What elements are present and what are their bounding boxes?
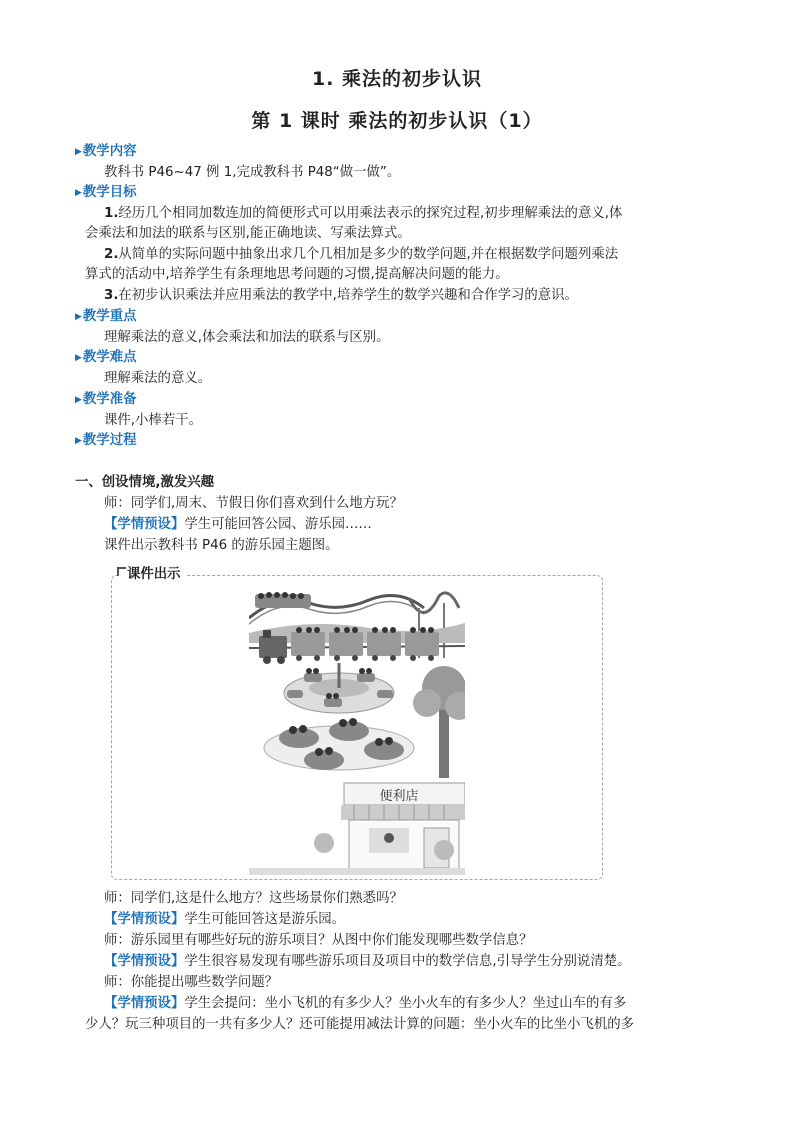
key-points-text: 理解乘法的意义,体会乘法和加法的联系与区别。 bbox=[104, 330, 390, 345]
dialog-line: 师：同学们,周末、节假日你们喜欢到什么地方玩？ bbox=[104, 496, 403, 511]
dialog-line: 师：同学们,这是什么地方？这些场景你们熟悉吗？ bbox=[104, 891, 403, 906]
courseware-box-label: 课件出示 bbox=[119, 566, 185, 584]
section-heading-goals: ▶教学目标 bbox=[75, 185, 137, 200]
dialog-line: 师：游乐园里有哪些好玩的游乐项目？从图中你们能发现哪些数学信息？ bbox=[104, 933, 533, 948]
goal-item-1: 1.经历几个相同加数连加的简便形式可以用乘法表示的探究过程,初步理解乘法的意义,体 bbox=[104, 206, 623, 221]
triangle-bullet-icon: ▶ bbox=[75, 436, 82, 446]
goal-item-2: 2.从简单的实际问题中抽象出求几个几相加是多少的数学问题,并在根据数学问题列乘法 bbox=[104, 247, 619, 262]
lesson-unit-title: 1. 乘法的初步认识 bbox=[311, 68, 483, 90]
prediction-line: 【学情预设】学生很容易发现有哪些游乐项目及项目中的数学信息,引导学生分别说清楚。 bbox=[104, 954, 631, 969]
triangle-bullet-icon: ▶ bbox=[75, 312, 82, 322]
content-text: 教科书 P46~47 例 1,完成教科书 P48“做一做”。 bbox=[104, 165, 401, 180]
dialog-line: 课件出示教科书 P46 的游乐园主题图。 bbox=[104, 538, 339, 553]
triangle-bullet-icon: ▶ bbox=[75, 147, 82, 157]
section-heading-key-points: ▶教学重点 bbox=[75, 309, 137, 324]
dialog-line: 师：你能提出哪些数学问题？ bbox=[104, 975, 279, 990]
triangle-bullet-icon: ▶ bbox=[75, 395, 82, 405]
triangle-bullet-icon: ▶ bbox=[75, 353, 82, 363]
goal-item-2-cont: 算式的活动中,培养学生有条理地思考问题的习惯,提高解决问题的能力。 bbox=[85, 267, 509, 282]
prediction-line-cont: 少人？玩三种项目的一共有多少人？还可能提用减法计算的问题：坐小火车的比坐小飞机的多 bbox=[85, 1017, 635, 1032]
section-heading-difficulties: ▶教学难点 bbox=[75, 350, 137, 365]
difficulties-text: 理解乘法的意义。 bbox=[104, 371, 212, 386]
section-heading-preparation: ▶教学准备 bbox=[75, 392, 137, 407]
preparation-text: 课件,小棒若干。 bbox=[104, 413, 202, 428]
shop-sign-text: 便利店 bbox=[379, 789, 419, 804]
prediction-line: 【学情预设】学生可能回答公园、游乐园…… bbox=[104, 517, 372, 532]
prediction-line: 【学情预设】学生会提问：坐小飞机的有多少人？坐小火车的有多少人？坐过山车的有多 bbox=[104, 996, 627, 1011]
triangle-bullet-icon: ▶ bbox=[75, 188, 82, 198]
prediction-line: 【学情预设】学生可能回答这是游乐园。 bbox=[104, 912, 346, 927]
amusement-park-illustration bbox=[249, 588, 465, 875]
part1-heading: 一、创设情境,激发兴趣 bbox=[75, 475, 214, 490]
lesson-title: 第 1 课时 乘法的初步认识（1） bbox=[251, 110, 543, 132]
section-heading-process: ▶教学过程 bbox=[75, 433, 137, 448]
section-heading-content: ▶教学内容 bbox=[75, 144, 137, 159]
goal-item-1-cont: 会乘法和加法的联系与区别,能正确地读、写乘法算式。 bbox=[85, 226, 411, 241]
goal-item-3: 3.在初步认识乘法并应用乘法的教学中,培养学生的数学兴趣和合作学习的意识。 bbox=[104, 288, 578, 303]
